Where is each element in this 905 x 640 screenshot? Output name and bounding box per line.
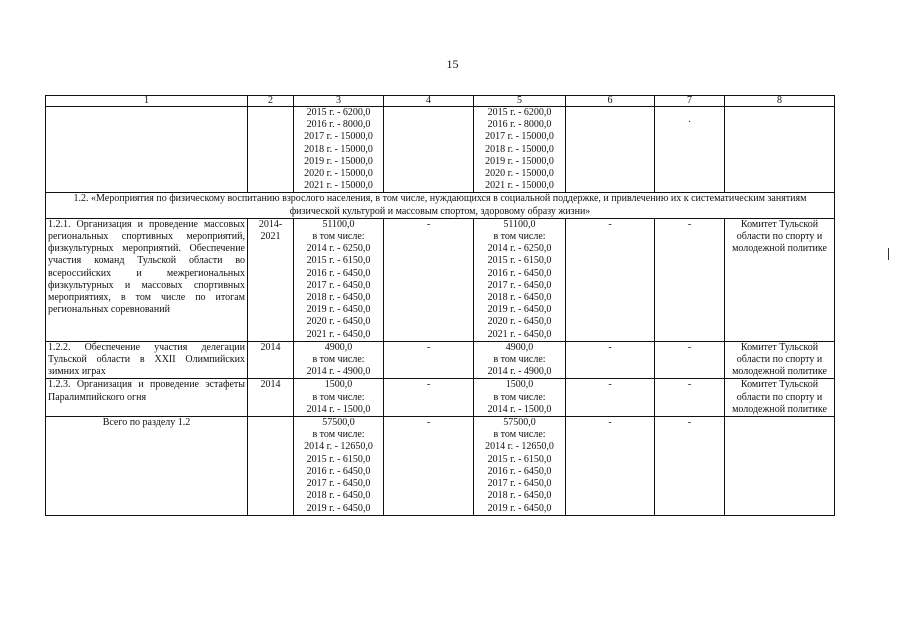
funding-line: в том числе: [493, 391, 546, 403]
margin-mark [888, 248, 889, 260]
funding-line: 2016 г. - 6450,0 [487, 465, 552, 477]
funding-line: 2019 г. - 6450,0 [487, 304, 552, 316]
funding-line: 2015 г. - 6150,0 [487, 255, 552, 267]
funding-line: 2015 г. - 6150,0 [487, 453, 552, 465]
table-cell [248, 107, 294, 193]
funding-regional-cell [474, 218, 566, 341]
section-heading: 1.2. «Мероприятия по физическому воспитанию взрослого населения, в том числе, нуждающихся в социальной поддержке, и привлечению их к систематическим занятиям физической культурой и массовым спортом, здоровому образу жизни» [46, 193, 835, 218]
extra-funding-cell: - [655, 417, 725, 516]
funding-line: 2021 г. - 6450,0 [487, 328, 552, 340]
funding-line: 2021 г. - 6450,0 [306, 328, 371, 340]
extra-funding-cell: - [655, 341, 725, 379]
table-row [46, 218, 835, 341]
total-label-cell: Всего по разделу 1.2 [46, 417, 248, 516]
funding-line: 2014 г. - 6250,0 [487, 243, 552, 255]
funding-line: в том числе: [312, 354, 365, 366]
funding-line: 2017 г. - 15000,0 [485, 131, 554, 143]
funding-line: 2019 г. - 6450,0 [306, 502, 371, 514]
funding-line: 2014 г. - 4900,0 [487, 366, 552, 378]
federal-funding-cell: - [384, 379, 474, 417]
funding-line: 2018 г. - 15000,0 [485, 143, 554, 155]
funding-line: 2017 г. - 6450,0 [306, 478, 371, 490]
total-row [46, 417, 835, 516]
executor-cell: Комитет Тульской области по спорту и молодежной политике [725, 341, 835, 379]
funding-regional-cell [474, 341, 566, 379]
funding-line: 2018 г. - 6450,0 [306, 292, 371, 304]
event-name-cell: 1.2.2. Обеспечение участия делегации Тульской области в XXII Олимпийских зимних играх [46, 341, 248, 379]
funding-regional-cell [474, 379, 566, 417]
funding-line: 2020 г. - 15000,0 [485, 168, 554, 180]
event-name-cell: 1.2.3. Организация и проведение эстафеты Паралимпийского огня [46, 379, 248, 417]
extra-funding-cell: - [655, 379, 725, 417]
local-funding-cell: - [566, 218, 655, 341]
funding-line: в том числе: [493, 231, 546, 243]
local-funding-cell: - [566, 379, 655, 417]
column-header: 2 [248, 96, 294, 107]
funding-line: 2016 г. - 6450,0 [487, 267, 552, 279]
column-header: 4 [384, 96, 474, 107]
funding-total-cell [294, 341, 384, 379]
funding-line: 2015 г. - 6200,0 [306, 107, 371, 118]
funding-line: 2018 г. - 15000,0 [304, 143, 373, 155]
funding-line: 57500,0 [322, 417, 355, 429]
funding-line: в том числе: [493, 354, 546, 366]
funding-line: 2019 г. - 15000,0 [304, 155, 373, 167]
executor-cell: Комитет Тульской области по спорту и молодежной политике [725, 218, 835, 341]
funding-line: 2014 г. - 6250,0 [306, 243, 371, 255]
event-name-cell: 1.2.1. Организация и проведение массовых региональных спортивных мероприятий, физкультурных мероприятий. Обеспечение участия команд Тульской области во всероссийских и межрегиональных физкультурных и массовых спортивных мероприятиях, в том числе по итогам региональных соревнований [46, 218, 248, 341]
executor-cell: Комитет Тульской области по спорту и молодежной политике [725, 379, 835, 417]
funding-line: 2020 г. - 6450,0 [487, 316, 552, 328]
federal-funding-cell: - [384, 218, 474, 341]
funding-line: 2018 г. - 6450,0 [487, 292, 552, 304]
funding-total-cell [294, 379, 384, 417]
funding-line: 1500,0 [505, 379, 534, 391]
funding-line: в том числе: [312, 391, 365, 403]
table-cell [566, 107, 655, 193]
funding-line: 2018 г. - 6450,0 [487, 490, 552, 502]
funding-line: 2017 г. - 15000,0 [304, 131, 373, 143]
funding-line: 2017 г. - 6450,0 [487, 279, 552, 291]
section-heading-row [46, 193, 835, 218]
funding-line: в том числе: [312, 429, 365, 441]
funding-line: 2018 г. - 6450,0 [306, 490, 371, 502]
funding-line: 2017 г. - 6450,0 [487, 478, 552, 490]
funding-regional-cell [474, 107, 566, 193]
funding-line: 1500,0 [324, 379, 353, 391]
funding-line: 2015 г. - 6150,0 [306, 255, 371, 267]
continuation-row [46, 107, 835, 193]
extra-funding-cell: - [655, 218, 725, 341]
funding-line: 2014 г. - 12650,0 [485, 441, 554, 453]
local-funding-cell: - [566, 417, 655, 516]
table-cell [725, 107, 835, 193]
column-number-row [46, 96, 835, 107]
funding-line: 2020 г. - 15000,0 [304, 168, 373, 180]
column-header: 1 [46, 96, 248, 107]
period-cell: 2014 [248, 379, 294, 417]
table-cell [46, 107, 248, 193]
period-cell: 2014-2021 [248, 218, 294, 341]
funding-line: 2014 г. - 1500,0 [487, 403, 552, 415]
funding-line: 2014 г. - 1500,0 [306, 403, 371, 415]
funding-line: 2014 г. - 12650,0 [304, 441, 373, 453]
funding-line: 2015 г. - 6200,0 [487, 107, 552, 118]
table-cell [248, 417, 294, 516]
funding-line: 2016 г. - 8000,0 [306, 119, 371, 131]
funding-line: 51100,0 [322, 218, 355, 230]
funding-line: 2016 г. - 6450,0 [306, 267, 371, 279]
funding-line: 2019 г. - 15000,0 [485, 155, 554, 167]
funding-total-cell [294, 417, 384, 516]
stray-mark: · [687, 117, 692, 128]
federal-funding-cell: - [384, 341, 474, 379]
funding-line: 2016 г. - 8000,0 [487, 119, 552, 131]
funding-line: 51100,0 [503, 218, 536, 230]
table-row [46, 341, 835, 379]
funding-line: 2015 г. - 6150,0 [306, 453, 371, 465]
funding-line: 4900,0 [324, 341, 353, 353]
program-table [45, 95, 835, 516]
federal-funding-cell: - [384, 417, 474, 516]
funding-total-cell [294, 107, 384, 193]
column-header: 6 [566, 96, 655, 107]
funding-line: 4900,0 [505, 341, 534, 353]
column-header: 8 [725, 96, 835, 107]
funding-regional-cell [474, 417, 566, 516]
funding-line: в том числе: [493, 429, 546, 441]
funding-line: 2017 г. - 6450,0 [306, 279, 371, 291]
funding-line: 2014 г. - 4900,0 [306, 366, 371, 378]
funding-line: 2016 г. - 6450,0 [306, 465, 371, 477]
table-cell [655, 107, 725, 193]
funding-line: 2019 г. - 6450,0 [487, 502, 552, 514]
document-sheet [45, 95, 834, 516]
column-header: 7 [655, 96, 725, 107]
funding-line: 2020 г. - 6450,0 [306, 316, 371, 328]
local-funding-cell: - [566, 341, 655, 379]
funding-line: 2021 г. - 15000,0 [485, 180, 554, 192]
table-cell [384, 107, 474, 193]
funding-line: 2021 г. - 15000,0 [304, 180, 373, 192]
executor-cell [725, 417, 835, 516]
funding-line: 57500,0 [503, 417, 536, 429]
column-header: 3 [294, 96, 384, 107]
funding-line: 2019 г. - 6450,0 [306, 304, 371, 316]
table-row [46, 379, 835, 417]
period-cell: 2014 [248, 341, 294, 379]
funding-total-cell [294, 218, 384, 341]
page-number: 15 [446, 57, 459, 71]
funding-line: в том числе: [312, 231, 365, 243]
column-header: 5 [474, 96, 566, 107]
